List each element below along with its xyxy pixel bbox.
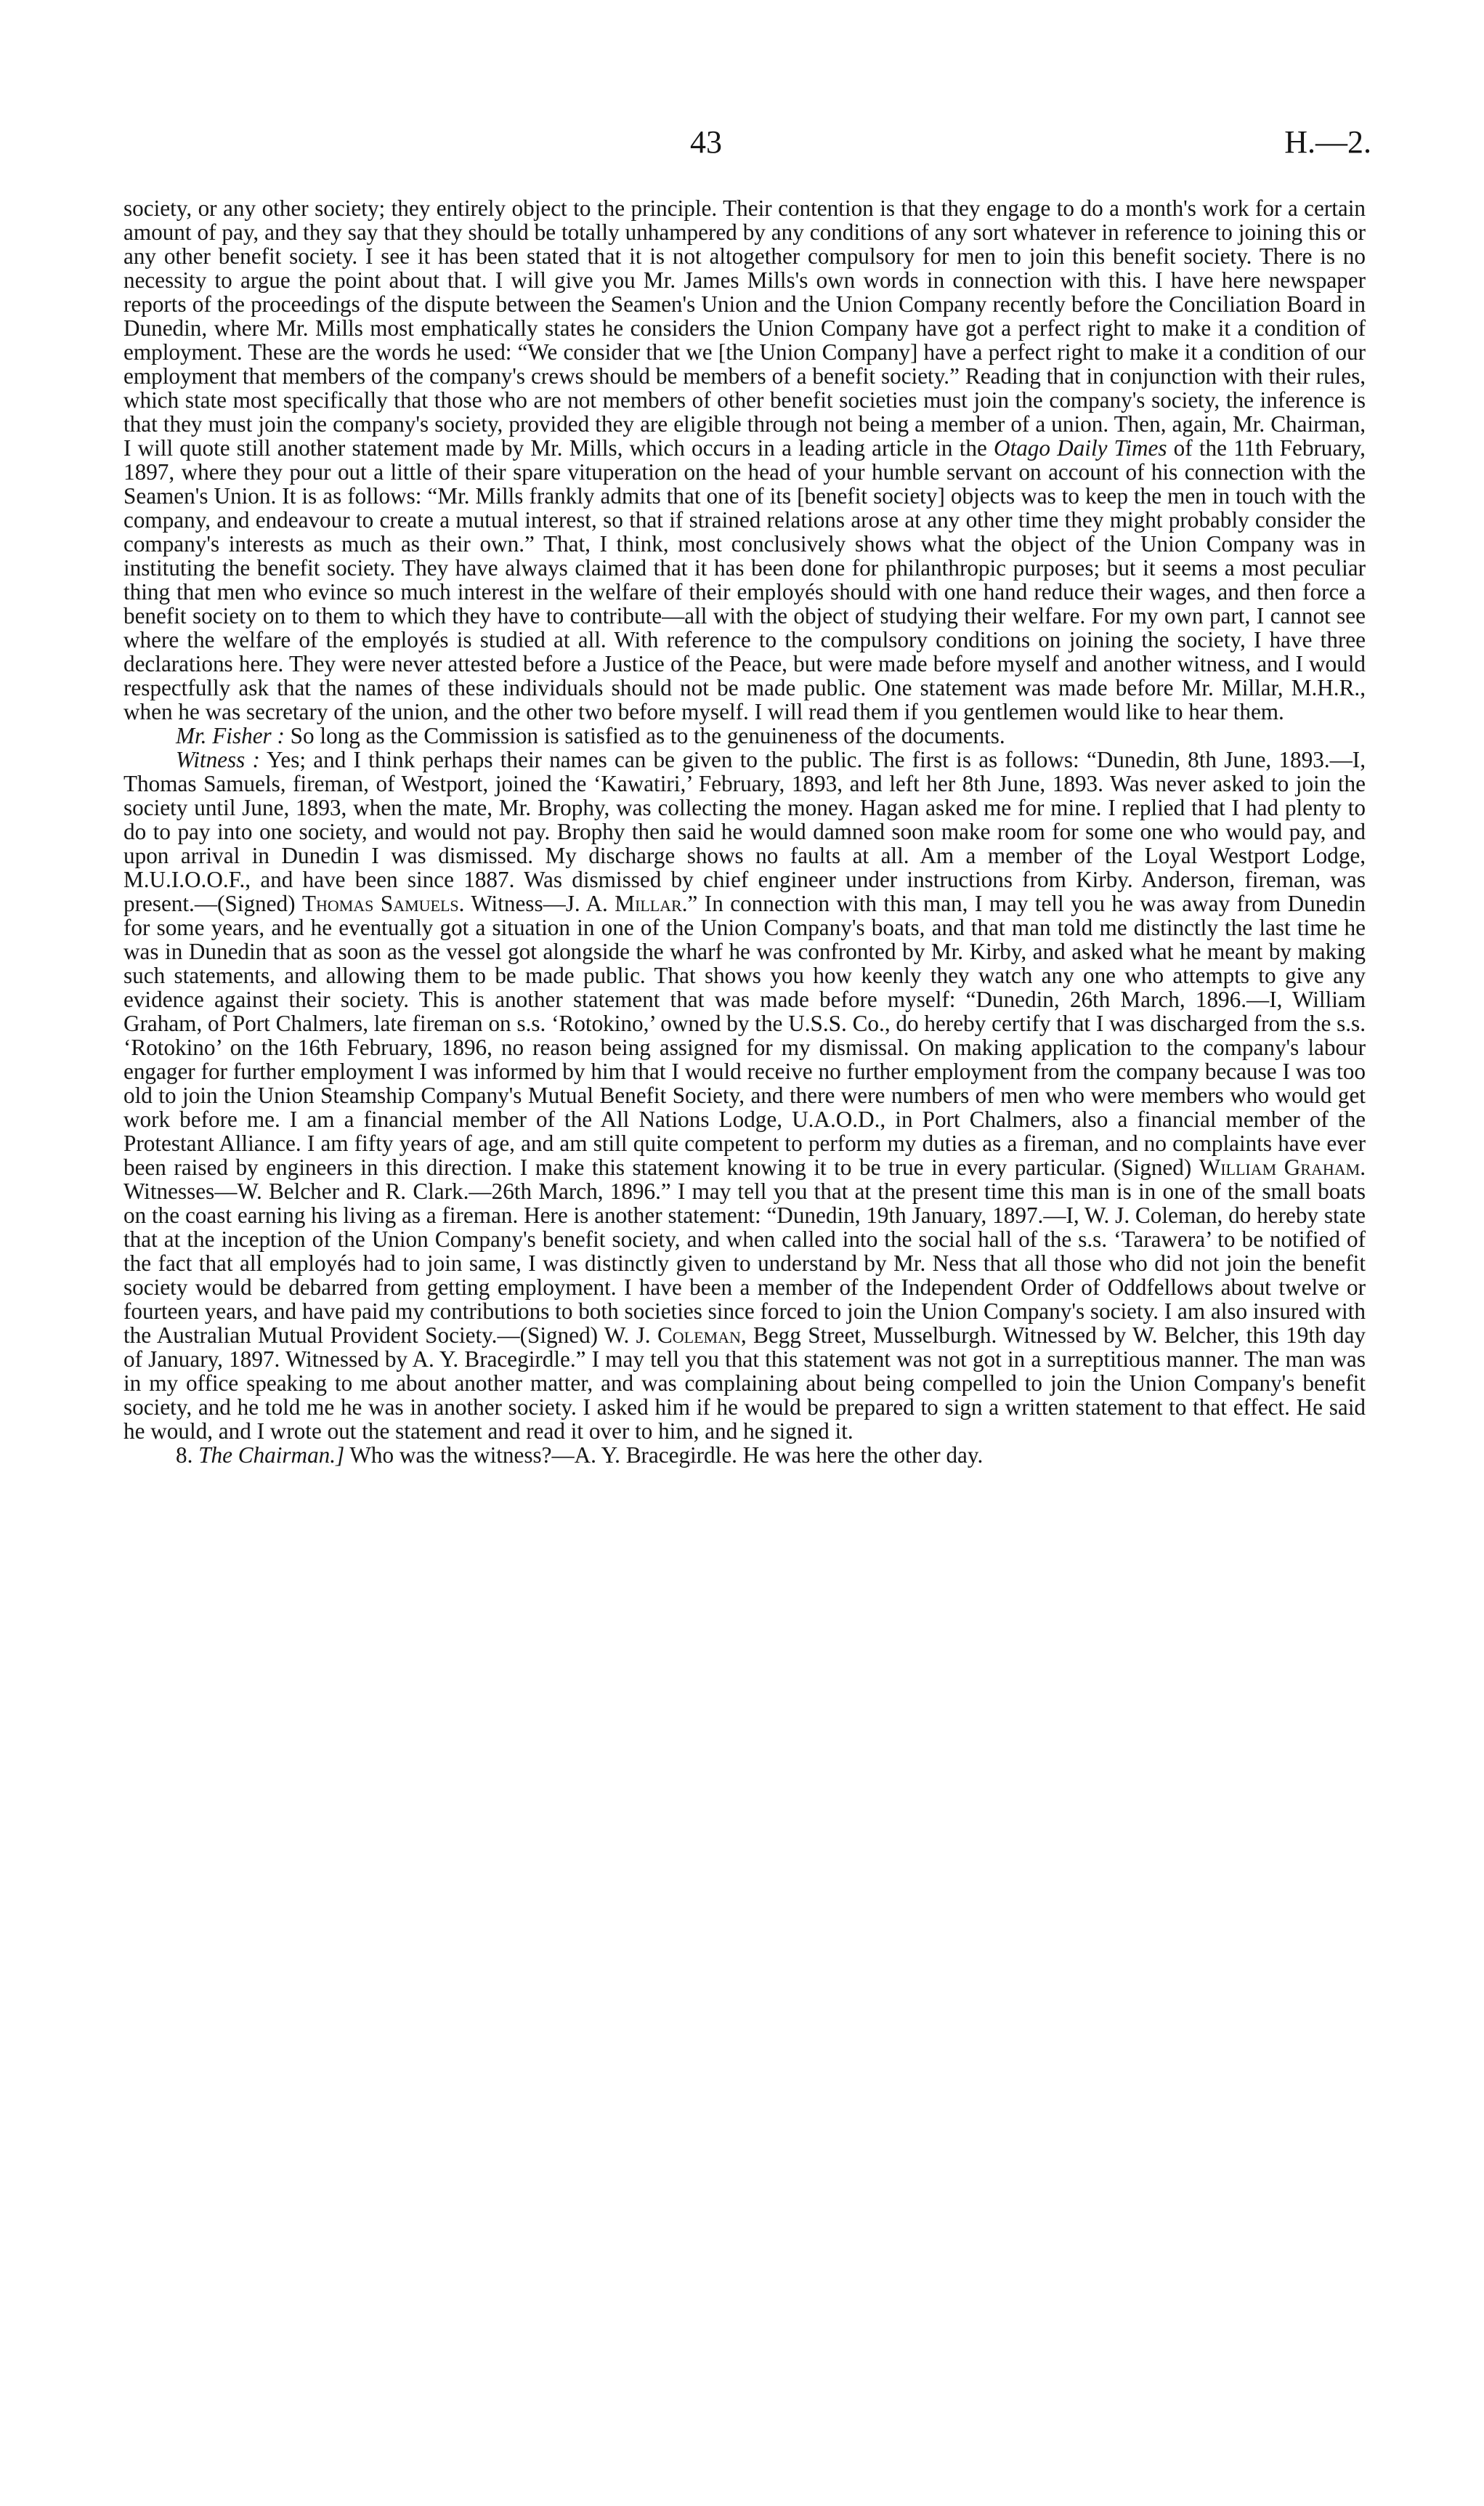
speaker-label: The Chairman.] xyxy=(198,1442,345,1468)
paragraph-witness xyxy=(123,748,1366,1443)
paragraph-text: . Witnesses—W. Belcher and R. Clark.—26th March, 1896.” I may tell you that at the present time this man is in one of the small boats on the coast earning his living as a fireman. Here is another statement: “Dunedin, 19th January, 1897.—I, W. J. Coleman, do hereby state that at the inception of the Union Company's benefit society, and when called into the social hall of the s.s. ‘Tarawera’ to be notified of the fact that all employés had to join same, I was distinctly given to understand by Mr. Ness that all those who did not join the benefit society would be debarred from getting employment. I have been a member of the Independent Order of Oddfellows about twelve or fourteen years, and have paid my contributions to both societies since forced to join the Union Company's society. I am also insured with the Australian Mutual Provident Society.—(Signed) W. J. xyxy=(123,1155,1366,1348)
signature-name: Thomas Samuels xyxy=(301,891,459,916)
document-body xyxy=(123,196,1366,1467)
paragraph-opening-testimony xyxy=(123,196,1366,724)
signature-name: Millar xyxy=(615,891,682,916)
paragraph-text: Who was the witness?—A. Y. Bracegirdle. He was here the other day. xyxy=(344,1442,984,1468)
paragraph-text: , Begg Street, Musselburgh. Witnessed by W. Belcher, this 19th day of January, 1897. Witnessed by A. Y. Bracegirdle.” I may tell you that this statement was not got in a surreptitious manner. The man was in my office speaking to me about another matter, and was complaining about being compelled to join the Union Company's benefit society, and he told me he was in another society. I asked him if he would be prepared to sign a written statement to that effect. He said he would, and I wrote out the statement and read it over to him, and he signed it. xyxy=(123,1322,1366,1444)
speaker-label: Mr. Fisher : xyxy=(176,723,285,748)
speaker-label: Witness : xyxy=(176,747,260,772)
signature-name: William Graham xyxy=(1199,1155,1361,1180)
document-reference: H.—2. xyxy=(1284,124,1371,160)
newspaper-title: Otago Daily Times xyxy=(994,435,1167,461)
paragraph-question-8 xyxy=(123,1443,1366,1467)
paragraph-text: .” In connection with this man, I may tell you he was away from Dunedin for some years, and he eventually got a situation in one of the Union Company's boats, and that man told me distinctly the last time he was in Dunedin that as soon as the vessel got alongside the wharf he was confronted by Mr. Kirby, and asked what he meant by making such statements, and allowing them to be made public. That shows you how keenly they watch any one who attempts to give any evidence against their society. This is another statement that was made before myself: “Dunedin, 26th March, 1896.—I, William Graham, of Port Chalmers, late fireman on s.s. ‘Rotokino,’ owned by the U.S.S. Co., do hereby certify that I was discharged from the s.s. ‘Rotokino’ on the 16th February, 1896, no reason being assigned for my dismissal. On making application to the company's labour engager for further employment I was informed by him that I would receive no further employment from the company because I was too old to join the Union Steamship Company's Mutual Benefit Society, and there were numbers of men who were members who would get work before me. I am a financial member of the All Nations Lodge, U.A.O.D., in Port Chalmers, also a financial member of the Protestant Alliance. I am fifty years of age, and am still quite competent to perform my duties as a fireman, and no complaints have ever been raised by engineers in this direction. I make this statement knowing it to be true in every particular. (Signed) xyxy=(123,891,1366,1180)
page-number: 43 xyxy=(690,124,722,160)
question-number: 8. xyxy=(176,1442,193,1468)
signature-name: Coleman xyxy=(657,1322,741,1348)
paragraph-text-continued: of the 11th February, 1897, where they pour out a little of their spare vituperation on the head of your humble servant on account of his connection with the Seamen's Union. It is as follows: “Mr. Mills frankly admits that one of its [benefit society] objects was to keep the men in touch with the company, and endeavour to create a mutual interest, so that if strained relations arose at any other time they might probably consider the company's interests as much as their own.” That, I think, most conclusively shows what the object of the Union Company was in instituting the benefit society. They have always claimed that it has been done for philanthropic purposes; but it seems a most peculiar thing that men who evince so much interest in the welfare of their employés should with one hand reduce their wages, and then force a benefit society on to them to which they have to contribute—all with the object of studying their welfare. For my own part, I cannot see where the welfare of the employés is studied at all. With reference to the compulsory conditions on joining the society, I have three declarations here. They were never attested before a Justice of the Peace, but were made before myself and another witness, and I would respectfully ask that the names of these individuals should not be made public. One statement was made before Mr. Millar, M.H.R., when he was secretary of the union, and the other two before myself. I will read them if you gentlemen would like to hear them. xyxy=(123,435,1366,724)
paragraph-text: . Witness—J. A. xyxy=(458,891,615,916)
paragraph-text: Yes; and I think perhaps their names can be given to the public. The first is as follows: “Dunedin, 8th June, 1893.—I, Thomas Samuels, fireman, of Westport, joined the ‘Kawatiri,’ February, 1893, and left her 8th June, 1893. Was never asked to join the society until June, 1893, when the mate, Mr. Brophy, was collecting the money. Hagan asked me for mine. I replied that I had plenty to do to pay into one society, and would not pay. Brophy then said he would damned soon make room for some one who would pay, and upon arrival in Dunedin I was dismissed. My discharge shows no faults at all. Am a member of the Loyal Westport Lodge, M.U.I.O.O.F., and have been since 1887. Was dismissed by chief engineer under instructions from Kirby. Anderson, fireman, was present.—(Signed) xyxy=(123,747,1366,916)
page-header xyxy=(0,124,1484,167)
paragraph-text: society, or any other society; they entirely object to the principle. Their contention is that they engage to do a month's work for a certain amount of pay, and they say that they should be totally unhampered by any conditions of any sort whatever in reference to joining this or any other benefit society. I see it has been stated that it is not altogether compulsory for men to join this benefit society. There is no necessity to argue the point about that. I will give you Mr. James Mills's own words in connection with this. I have here newspaper reports of the proceedings of the dispute between the Seamen's Union and the Union Company recently before the Conciliation Board in Dunedin, where Mr. Mills most emphatically states he considers the Union Company have got a perfect right to make it a condition of employment. These are the words he used: “We consider that we [the Union Company] have a perfect right to make it a condition of our employment that members of the company's crews should be members of a benefit society.” Reading that in conjunction with their rules, which state most specifically that those who are not members of other benefit societies must join the company's society, the inference is that they must join the company's society, provided they are eligible through not being a member of a union. Then, again, Mr. Chairman, I will quote still another statement made by Mr. Mills, which occurs in a leading article in the xyxy=(123,195,1366,461)
paragraph-text: So long as the Commission is satisfied as to the genuineness of the documents. xyxy=(284,723,1005,748)
paragraph-mr-fisher xyxy=(123,724,1366,748)
